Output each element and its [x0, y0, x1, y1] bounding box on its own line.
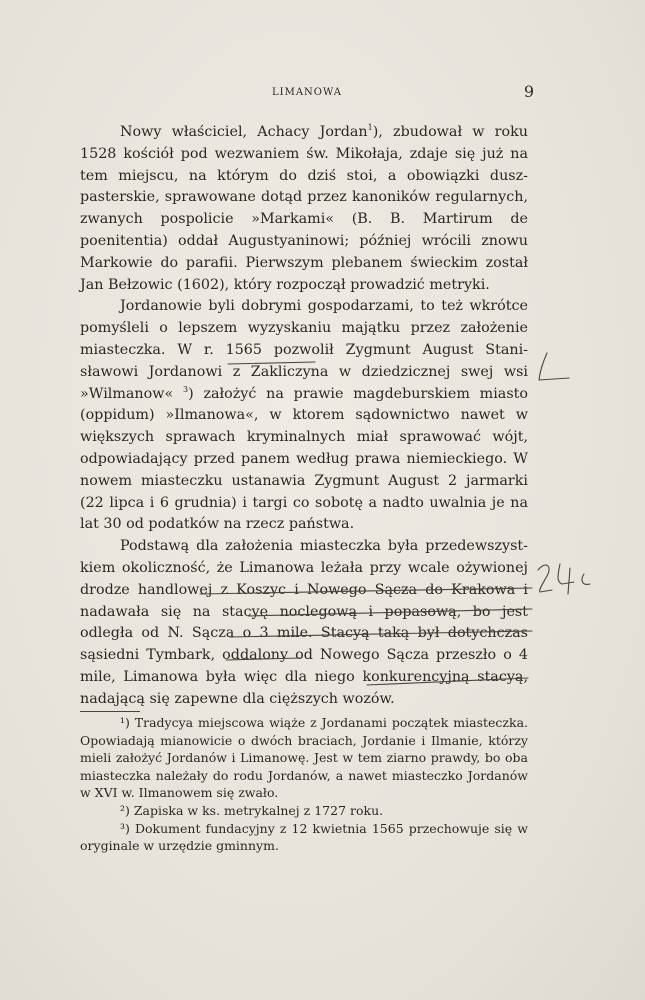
margin-scribble-icon	[534, 560, 614, 600]
footnote-2: ²) Zapiska w ks. metrykalnej z 1727 roku.	[120, 802, 384, 818]
footnote-3: ³) Dokument fundacyjny z 12 kwietnia 1565 przechowuje się w oryginale w urzędzie gminnym.	[80, 820, 528, 854]
footnote-1: ¹) Tradycya miejscowa wiąże z Jordanami początek miasteczka. Opowiadają mianowicie o dwóch braciach, Jordanie i Ilmanie, którzy mieli założyć Jordanów i Limanowę. Jest w tem ziarno prawdy, bo oba miasteczka należały do rodu Jordanów, a nawet miasteczko Jordanów w XVI w. Ilmanowem się zwało.	[80, 715, 528, 801]
paragraph-text: ) założyć na prawie magdeburskiem miasto (oppidum) »Ilmanowa«, w ktorem sądownictwo nawet w większych sprawach kryminalnych miał sprawować wójt, odpowiadający przed panem według prawa niemieckiego. W nowem miasteczku ustanawia Zygmunt August 2 jarmarki (22 lipca i 6 grudnia) i targi co sobotę a nadto uwalnia je na lat 30 od podatków na rzecz państwa.	[80, 385, 529, 533]
running-head: LIMANOWA	[271, 87, 342, 98]
footnote-ref: 1	[367, 123, 373, 133]
paragraph-text: Podstawą dla założenia miasteczka była przedewszystkiem okoliczność, że Limanowa leżała przy wcale ożywionej drodze handlowej z Koszyc i Nowego Sącza do Krakowa i nadawała się na stacyę noclegową i popasową, bo jest odległa od N. Sącza o 3 mile. Stacyą taką był dotychczas sąsiedni Tymbark, oddalony od Nowego Sącza przeszło o 4 mile, Limanowa była więc dla niego konkurencyjną stacyą, nadającą się zapewne dla cięższych wozów.	[80, 538, 528, 707]
page-number: 9	[523, 82, 534, 101]
footnote-ref: 3	[183, 384, 189, 394]
footnotes	[80, 714, 528, 855]
paragraph-text: Jordanowie byli dobrymi gospodarzami, to też wkrótce pomyśleli o lepszem wyzyskaniu majątku przez założenie miasteczka. W r. 1565 pozwolił Zygmunt August Stanisławowi Jordanowi z Zakliczyna w dziedzicznej swej wsi »Wilmanow«	[80, 298, 528, 402]
paragraph-text: ), zbudował w roku 1528 kościół pod wezwaniem św. Mikołaja, zdaje się już na tem miejscu, na którym do dziś stoi, a obowiązki duszpasterskie, sprawowane dotąd przez kanoników regularnych, zwanych pospolicie »Markami« (B. B. Martirum de poenitentia) oddał Augustyaninowi; później wrócili znowu Markowie do parafii. Pierwszym plebanem świeckim został Jan Bełzowic (1602), który rozpoczął prowadzić metryki.	[80, 124, 528, 293]
paragraph-1	[80, 122, 528, 296]
underline-marks-icon	[80, 340, 540, 700]
paragraph-text: Nowy właściciel, Achacy Jordan	[120, 124, 368, 140]
page-header	[80, 82, 534, 104]
margin-bracket-icon	[535, 350, 575, 386]
footnote-divider	[80, 711, 140, 712]
